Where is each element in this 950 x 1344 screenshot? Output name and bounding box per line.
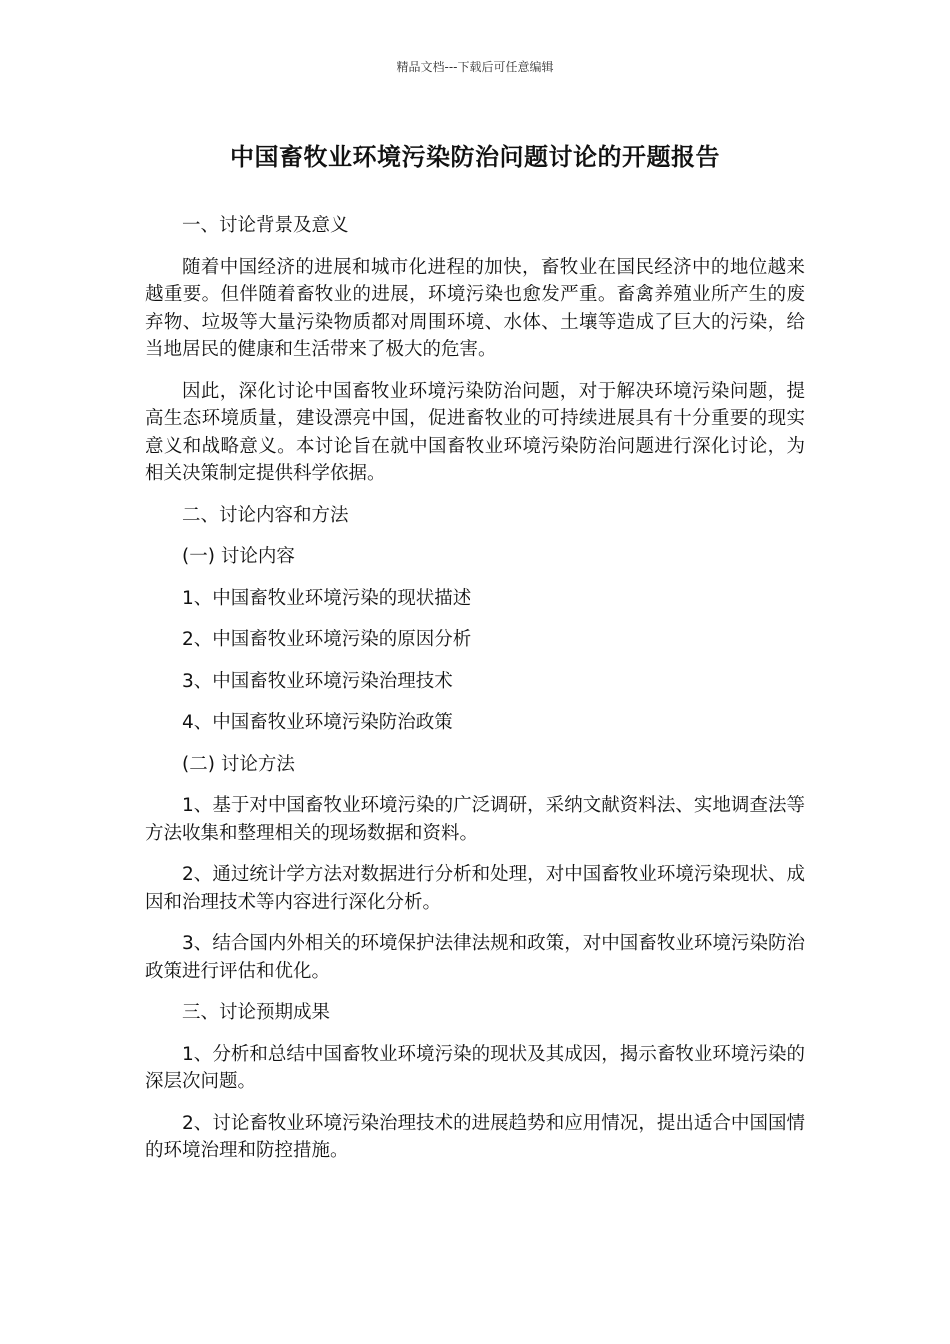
body-paragraph: 随着中国经济的进展和城市化进程的加快，畜牧业在国民经济中的地位越来越重要。但伴随着畜牧业的进展，环境污染也愈发严重。畜禽养殖业所产生的废弃物、垃圾等大量污染物质都对周围环境、水体、土壤等造成了巨大的污染，给当地居民的健康和生活带来了极大的危害。 <box>145 256 805 360</box>
list-item: 2、讨论畜牧业环境污染治理技术的进展趋势和应用情况，提出适合中国国情的环境治理和防控措施。 <box>145 1112 805 1161</box>
document-body <box>145 212 805 1179</box>
list-item: 4、中国畜牧业环境污染防治政策 <box>182 712 453 733</box>
list-item: 2、通过统计学方法对数据进行分析和处理，对中国畜牧业环境污染现状、成因和治理技术等内容进行深化分析。 <box>145 864 805 913</box>
list-item: 3、结合国内外相关的环境保护法律法规和政策，对中国畜牧业环境污染防治政策进行评估和优化。 <box>145 933 805 982</box>
subsection-heading-methods: (二) 讨论方法 <box>182 753 295 775</box>
list-item: 2、中国畜牧业环境污染的原因分析 <box>182 629 472 650</box>
section-heading-background: 一、讨论背景及意义 <box>182 215 349 236</box>
document-title: 中国畜牧业环境污染防治问题讨论的开题报告 <box>230 143 720 171</box>
subsection-heading-content: (一) 讨论内容 <box>182 546 295 567</box>
list-item: 3、中国畜牧业环境污染治理技术 <box>182 670 453 692</box>
page-header-watermark: 精品文档---下载后可任意编辑 <box>396 60 554 74</box>
body-paragraph: 因此，深化讨论中国畜牧业环境污染防治问题，对于解决环境污染问题，提高生态环境质量，建设漂亮中国，促进畜牧业的可持续进展具有十分重要的现实意义和战略意义。本讨论旨在就中国畜牧业环境污染防治问题进行深化讨论，为相关决策制定提供科学依据。 <box>145 380 805 484</box>
section-heading-content-methods: 二、讨论内容和方法 <box>182 504 349 526</box>
list-item: 1、中国畜牧业环境污染的现状描述 <box>182 587 472 609</box>
list-item: 1、分析和总结中国畜牧业环境污染的现状及其成因，揭示畜牧业环境污染的深层次问题。 <box>145 1043 805 1092</box>
list-item: 1、基于对中国畜牧业环境污染的广泛调研，采纳文献资料法、实地调查法等方法收集和整理相关的现场数据和资料。 <box>145 795 805 844</box>
section-heading-expected-results: 三、讨论预期成果 <box>182 1002 331 1023</box>
